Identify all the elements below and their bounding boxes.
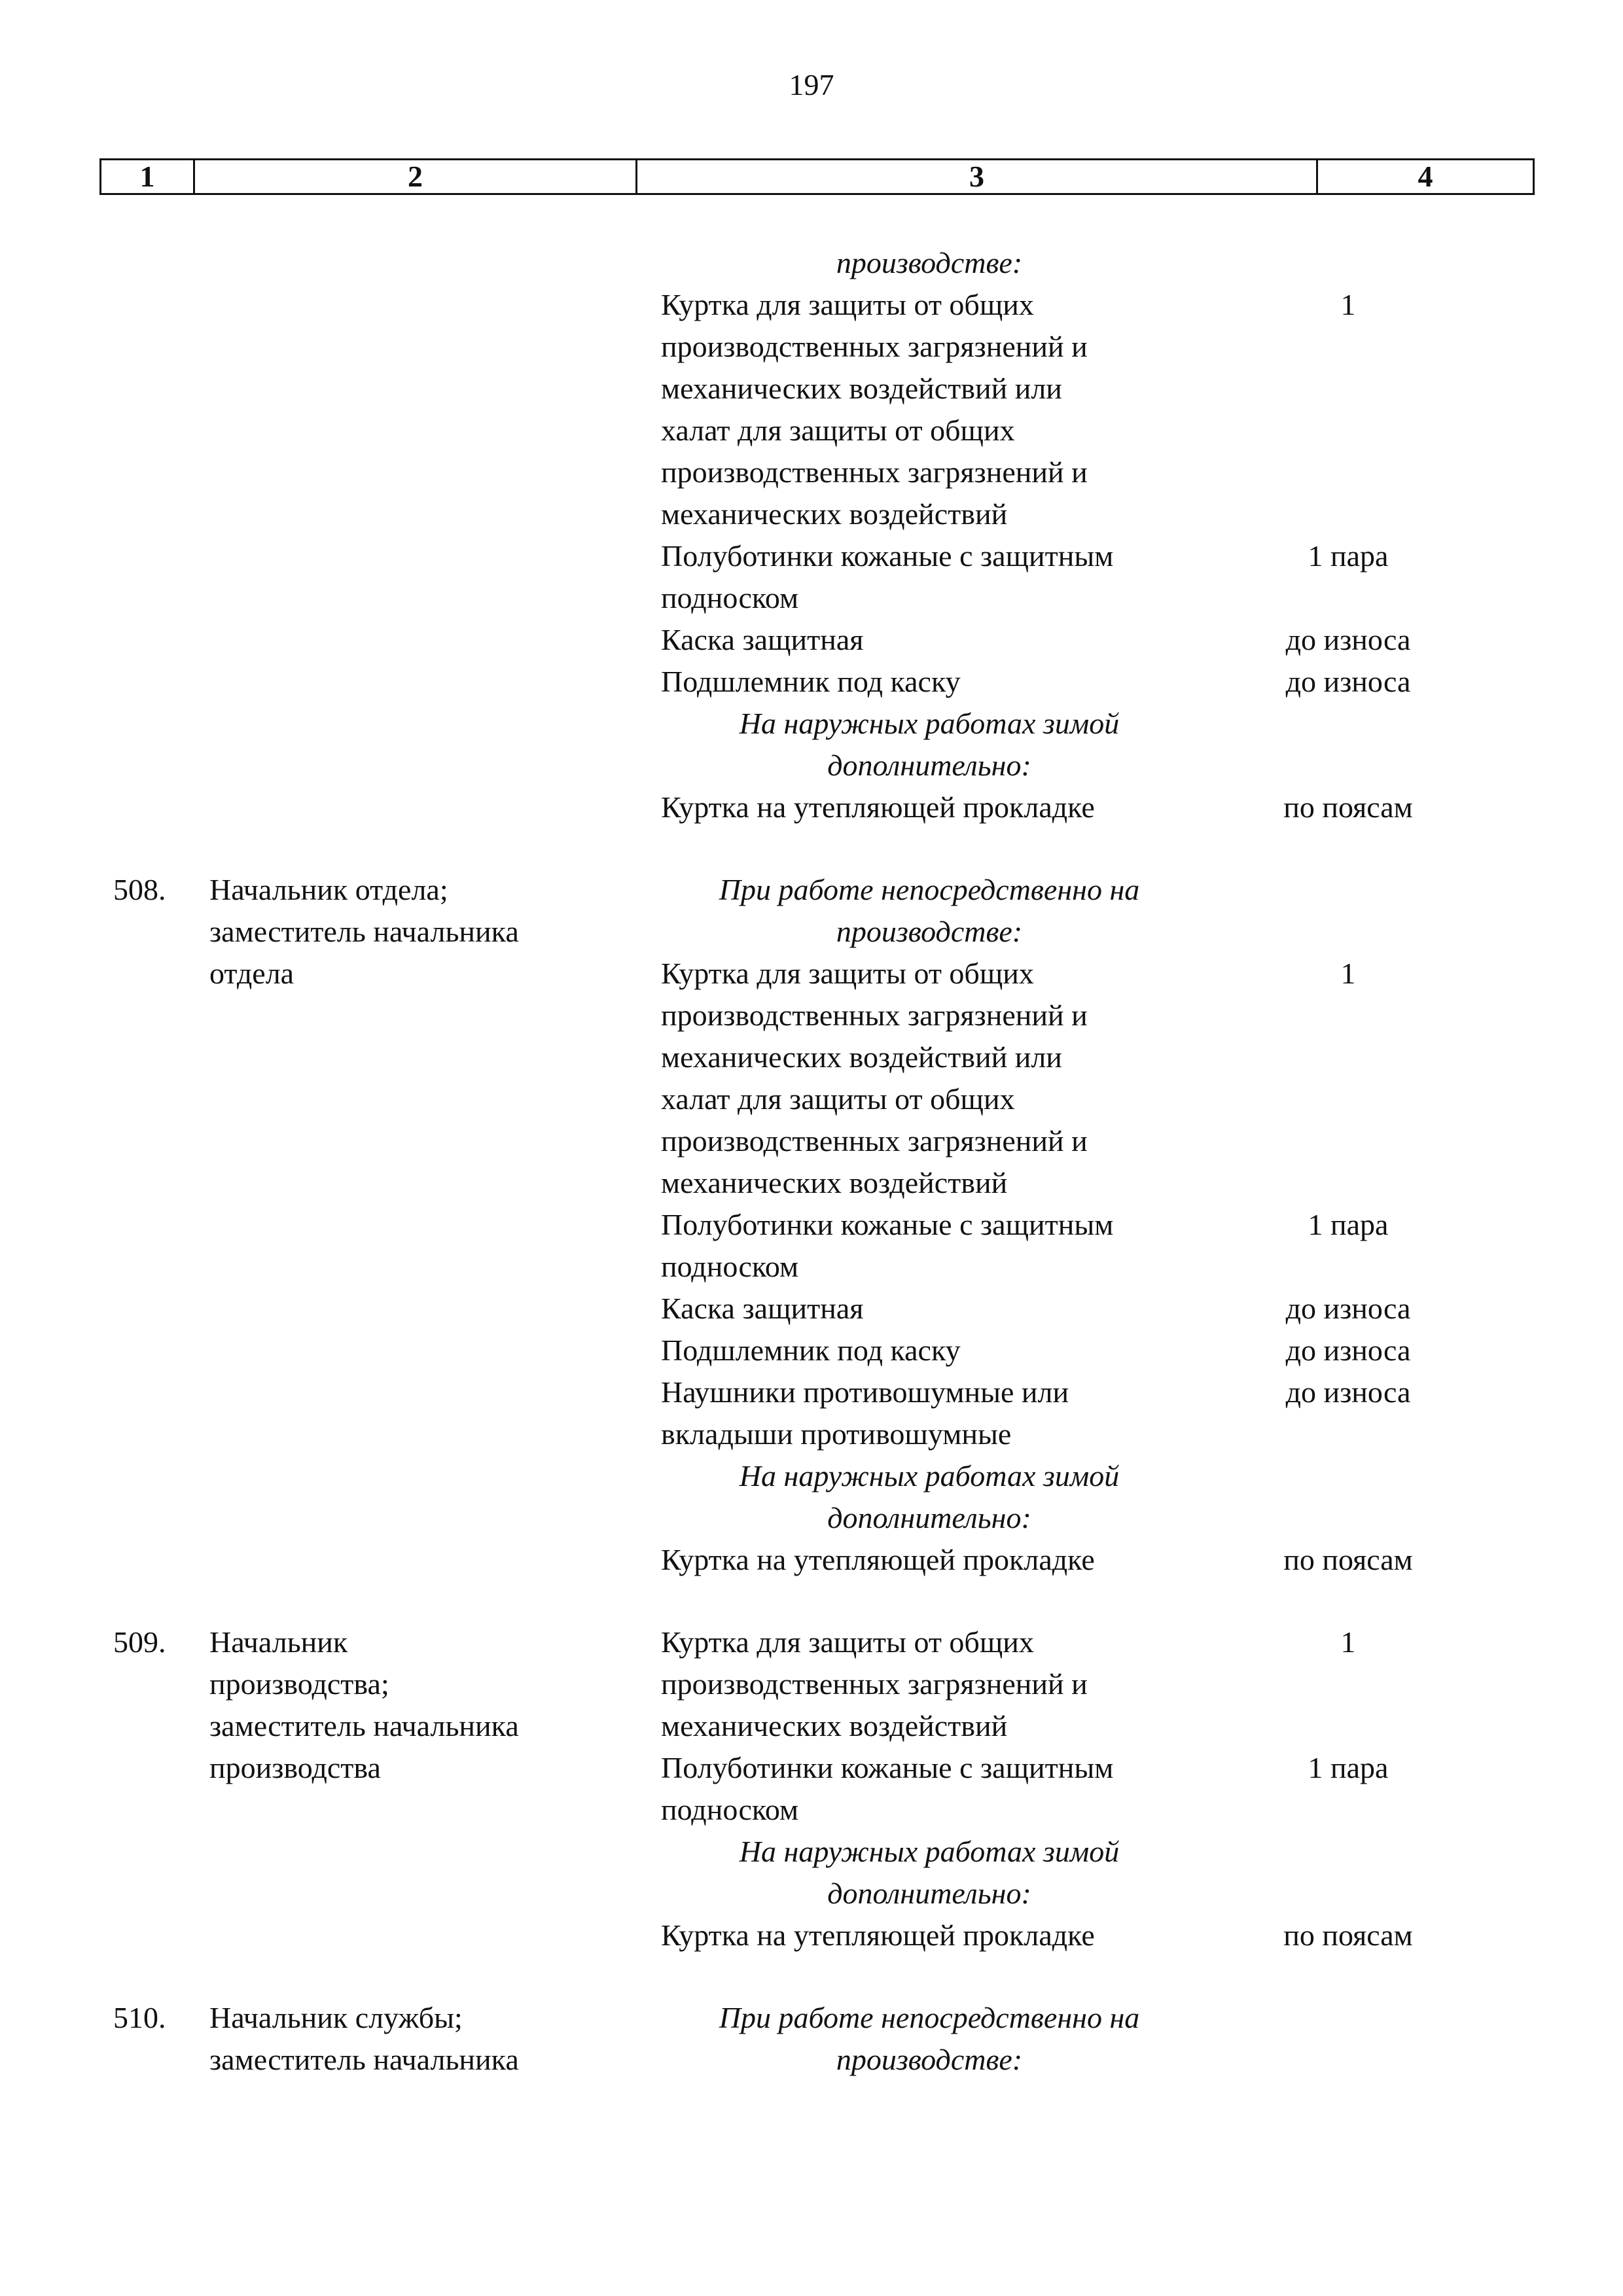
heading-line: дополнительно:: [827, 1877, 1031, 1910]
item-line: Полуботинки кожаные с защитным: [661, 1751, 1114, 1784]
item-line: механических воздействий: [661, 497, 1008, 531]
item-line: производственных загрязнений и: [661, 455, 1088, 489]
item-line: производственных загрязнений и: [661, 330, 1088, 363]
position-line: Начальник: [209, 1625, 348, 1659]
list-item: [661, 1204, 1512, 1288]
section-heading: [661, 1997, 1198, 2081]
ppe-items: [661, 242, 1512, 828]
heading-line: На наружных работах зимой: [739, 1835, 1120, 1868]
header-col-4: 4: [1418, 160, 1433, 193]
list-item: [661, 1371, 1512, 1455]
item-line: Каска защитная: [661, 623, 864, 656]
header-col-1: 1: [101, 160, 195, 193]
position-line: заместитель начальника: [209, 2043, 519, 2076]
list-item: [661, 786, 1512, 828]
item-quantity: до износа: [1285, 1375, 1411, 1409]
item-line: Куртка для защиты от общих: [661, 1625, 1034, 1659]
item-name: [661, 284, 1198, 535]
list-item: [661, 1539, 1512, 1581]
item-quantity: до износа: [1285, 665, 1411, 698]
list-item: [661, 1915, 1512, 1956]
heading-line: производстве:: [836, 246, 1023, 279]
item-name: [661, 661, 1198, 703]
heading-line: При работе непосредственно на: [719, 873, 1140, 906]
item-quantity: до износа: [1285, 1292, 1411, 1325]
table-body: [0, 242, 1623, 2121]
item-quantity: 1: [1340, 957, 1356, 990]
list-item: [661, 619, 1512, 661]
item-line: механических воздействий или: [661, 1040, 1062, 1074]
position-line: производства: [209, 1751, 381, 1784]
item-line: производственных загрязнений и: [661, 1667, 1088, 1701]
heading-line: дополнительно:: [827, 1501, 1031, 1534]
item-name: [661, 1747, 1198, 1831]
item-name: [661, 786, 1198, 828]
ppe-items: [661, 1621, 1512, 1956]
item-line: подноском: [661, 581, 799, 614]
item-line: Подшлемник под каску: [661, 1333, 961, 1367]
header-col-2: 2: [195, 160, 637, 193]
item-line: механических воздействий или: [661, 372, 1062, 405]
position-line: заместитель начальника: [209, 1709, 519, 1742]
heading-line: На наружных работах зимой: [739, 1459, 1120, 1492]
table-row: [0, 1621, 1623, 1956]
item-quantity: по поясам: [1283, 1543, 1413, 1576]
list-item: [661, 535, 1512, 619]
item-name: [661, 1371, 1198, 1455]
item-line: Полуботинки кожаные с защитным: [661, 1208, 1114, 1241]
position-line: производства;: [209, 1667, 389, 1701]
position-title: [209, 869, 661, 1581]
item-line: производственных загрязнений и: [661, 998, 1088, 1032]
item-name: [661, 953, 1198, 1204]
ppe-items: [661, 1997, 1512, 2081]
page-number: 197: [789, 68, 834, 101]
table-row: [0, 1997, 1623, 2081]
item-line: Куртка на утепляющей прокладке: [661, 1543, 1095, 1576]
item-line: вкладыши противошумные: [661, 1417, 1012, 1451]
item-line: механических воздействий: [661, 1166, 1008, 1199]
heading-line: производстве:: [836, 915, 1023, 948]
item-quantity: 1 пара: [1308, 1751, 1389, 1784]
item-quantity: 1: [1340, 1625, 1356, 1659]
header-col-3: 3: [637, 160, 1318, 193]
table-row: [0, 869, 1623, 1581]
item-quantity: 1: [1340, 288, 1356, 321]
item-line: производственных загрязнений и: [661, 1124, 1088, 1157]
item-name: [661, 1539, 1198, 1581]
heading-line: производстве:: [836, 2043, 1023, 2076]
position-title: [209, 1997, 661, 2081]
item-quantity: по поясам: [1283, 790, 1413, 824]
position-title: [209, 1621, 661, 1956]
section-heading: [661, 869, 1198, 953]
row-number: 508.: [113, 873, 166, 906]
heading-line: При работе непосредственно на: [719, 2001, 1140, 2034]
list-item: [661, 1747, 1512, 1831]
item-line: механических воздействий: [661, 1709, 1008, 1742]
row-number: 509.: [113, 1625, 166, 1659]
item-quantity: 1 пара: [1308, 539, 1389, 573]
section-heading: [661, 242, 1198, 284]
item-name: [661, 1915, 1198, 1956]
position-line: заместитель начальника: [209, 915, 519, 948]
heading-line: дополнительно:: [827, 749, 1031, 782]
position-title: [209, 242, 661, 828]
item-line: Полуботинки кожаные с защитным: [661, 539, 1114, 573]
list-item: [661, 1288, 1512, 1330]
row-number: 510.: [113, 2001, 166, 2034]
position-line: Начальник отдела;: [209, 873, 448, 906]
item-quantity: до износа: [1285, 623, 1411, 656]
table-header-row: [99, 158, 1535, 195]
item-line: Куртка для защиты от общих: [661, 957, 1034, 990]
item-quantity: 1 пара: [1308, 1208, 1389, 1241]
position-line: отдела: [209, 957, 294, 990]
heading-line: На наружных работах зимой: [739, 707, 1120, 740]
section-heading: [661, 1831, 1198, 1915]
item-line: Куртка на утепляющей прокладке: [661, 1918, 1095, 1952]
item-line: халат для защиты от общих: [661, 1082, 1015, 1116]
item-name: [661, 1621, 1198, 1747]
item-name: [661, 1330, 1198, 1371]
item-quantity: до износа: [1285, 1333, 1411, 1367]
section-heading: [661, 1455, 1198, 1539]
ppe-items: [661, 869, 1512, 1581]
item-line: Куртка для защиты от общих: [661, 288, 1034, 321]
row-number: [0, 242, 208, 828]
item-name: [661, 619, 1198, 661]
item-line: Подшлемник под каску: [661, 665, 961, 698]
section-heading: [661, 703, 1198, 786]
item-line: халат для защиты от общих: [661, 414, 1015, 447]
list-item: [661, 284, 1512, 535]
item-line: подноском: [661, 1793, 799, 1826]
list-item: [661, 661, 1512, 703]
item-name: [661, 1204, 1198, 1288]
list-item: [661, 953, 1512, 1204]
list-item: [661, 1330, 1512, 1371]
item-line: Каска защитная: [661, 1292, 864, 1325]
item-line: подноском: [661, 1250, 799, 1283]
list-item: [661, 1621, 1512, 1747]
item-line: Куртка на утепляющей прокладке: [661, 790, 1095, 824]
item-name: [661, 1288, 1198, 1330]
item-line: Наушники противошумные или: [661, 1375, 1069, 1409]
position-line: Начальник службы;: [209, 2001, 463, 2034]
item-quantity: по поясам: [1283, 1918, 1413, 1952]
item-name: [661, 535, 1198, 619]
table-row: [0, 242, 1623, 828]
